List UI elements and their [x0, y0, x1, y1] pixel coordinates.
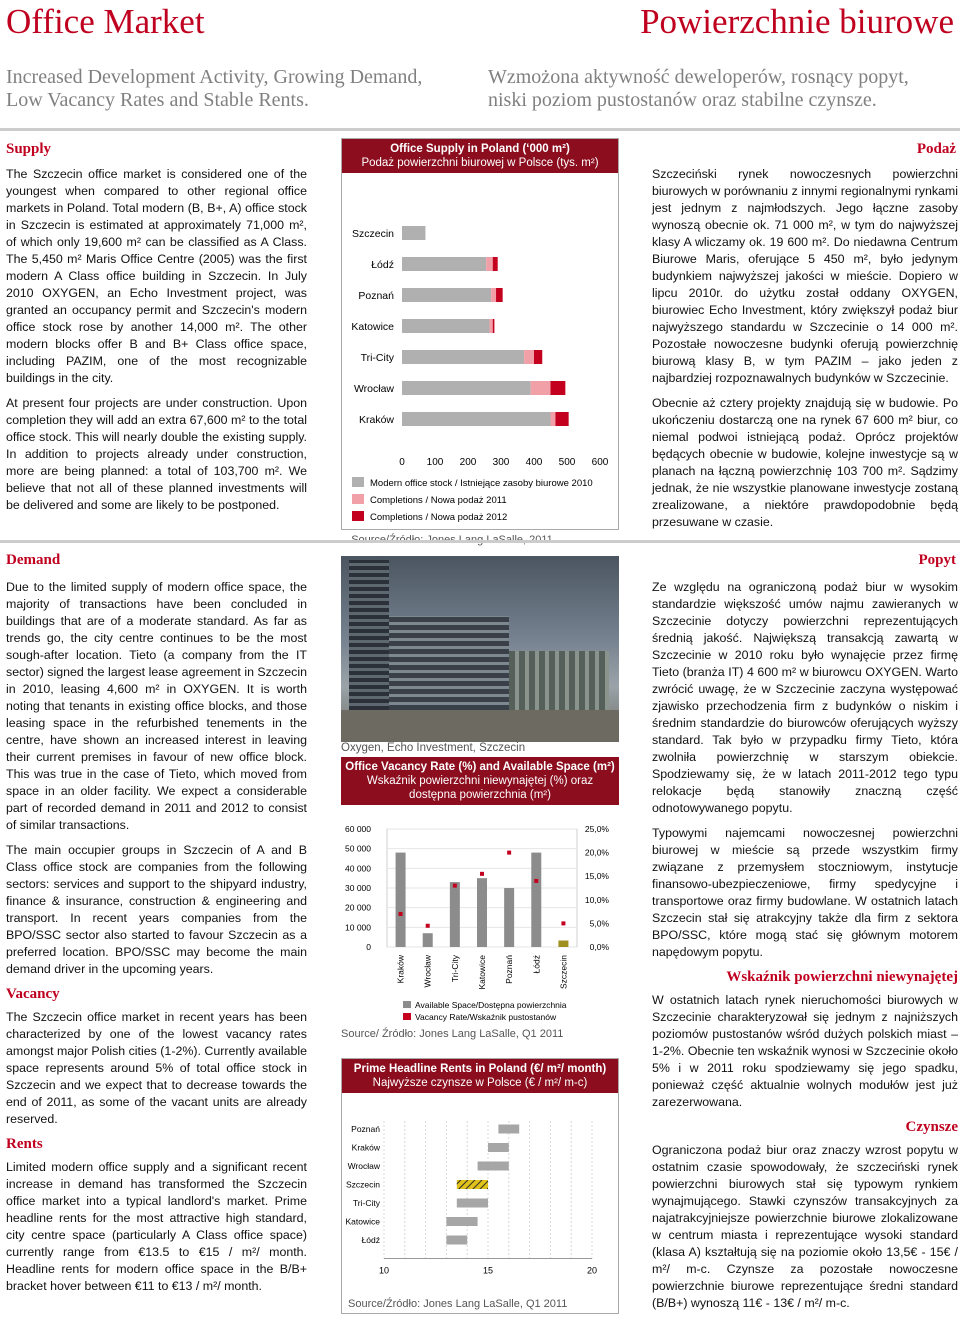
rents-range-bar — [446, 1236, 467, 1245]
page-title-pl: Powierzchnie biurowe — [640, 2, 954, 41]
supply-chart-box — [341, 138, 619, 530]
vacancy-space-bar — [450, 882, 460, 947]
supply-x-tick: 300 — [492, 457, 510, 468]
vacancy-category-label: Poznań — [504, 955, 515, 984]
supply-bar-segment — [491, 288, 496, 302]
vacancy-chart-box — [341, 757, 619, 1045]
vacancy-chart-title: Office Vacancy Rate (%) and Available Space (m²) — [345, 761, 615, 773]
supply-category-label: Tri-City — [360, 352, 394, 364]
rents-category-label: Poznań — [351, 1124, 380, 1134]
demand-heading-pl: Popyt — [918, 552, 956, 568]
vacancy-y-tick-left: 20 000 — [345, 902, 371, 913]
supply-chart-header — [342, 139, 618, 173]
rents-category-label: Szczecin — [345, 1179, 380, 1190]
vacancy-rate-point — [507, 851, 511, 855]
subtitle-en — [6, 66, 422, 112]
vacancy-y-tick-right: 5,0% — [589, 918, 609, 929]
vacancy-y-tick-left: 40 000 — [345, 863, 371, 874]
vacancy-legend-label: Vacancy Rate/Wskaźnik pustostanów — [415, 1012, 557, 1022]
rents-x-tick: 15 — [482, 1265, 494, 1276]
supply-bar-segment — [551, 381, 566, 395]
supply-bar-segment — [524, 350, 534, 364]
supply-en-p1: The Szczecin office market is considered one of the youngest when compared to other regional office markets in Poland. Total modern (B, B+, A) office stock in Szczecin is estimated at approximately 71,000 m², of which only 19,600 m² can be classified as A Class. The 5,450 m² Maris Office Centre (2005) was the first modern A Class office building in Szczecin. In July 2010 OXYGEN, an Echo Investment project, was granted an occupancy permit and Szczecin's modern office stock rose by another 14,000 m². The other modern blocks offer B and B+ Class office space, including PAZIM, one of the most recognizable buildings in the city. — [6, 167, 307, 385]
vacancy-y-tick-right: 0,0% — [589, 942, 609, 952]
rents-range-bar — [488, 1143, 509, 1152]
vacancy-category-label: Łódź — [531, 955, 542, 974]
subtitle-en-line2: Low Vacancy Rates and Stable Rents. — [6, 89, 309, 111]
vacancy-y-tick-right: 20,0% — [584, 847, 609, 858]
rents-category-label: Wrocław — [347, 1161, 380, 1171]
supply-category-label: Szczecin — [351, 228, 394, 240]
rents-category-label: Łódź — [361, 1235, 380, 1245]
vacancy-space-bar — [423, 933, 433, 947]
vacancy-legend-label: Available Space/Dostępna powierzchnia — [415, 1000, 567, 1010]
vacancy-chart-header — [341, 757, 619, 805]
vacancy-y-tick-right: 10,0% — [584, 894, 609, 905]
supply-bar-segment — [402, 381, 531, 395]
supply-bar-segment — [551, 412, 556, 426]
supply-bar-segment — [493, 319, 495, 333]
rents-range-bar — [457, 1199, 488, 1208]
supply-category-label: Wrocław — [353, 383, 394, 395]
vacancy-y-tick-left: 10 000 — [345, 922, 371, 933]
supply-heading-pl: Podaż — [916, 141, 956, 157]
photo-building-main — [389, 616, 509, 710]
supply-category-label: Kraków — [358, 414, 394, 426]
vacancy-legend-swatch — [403, 1013, 411, 1020]
vacancy-rate-point — [480, 872, 484, 876]
vacancy-source: Source/ Źródło: Jones Lang LaSalle, Q1 2011 — [341, 1028, 564, 1040]
demand-pl-p2: Typowymi najemcami nowoczesnej powierzchni biurowej w mieście są przede wszystkim firmy związane z przemysłem stoczniowym, instytucje finansowo-ubezpieczeniowe, firmy spedycyjne i transportowe oraz firmy budowlane. W ostatnich latach Szczecin stał się atrakcyjny także dla firm z sektora BPO/SSC, które mogą stać się głównym motorem napędowym popytu. — [652, 826, 958, 959]
vacancy-category-label: Kraków — [395, 955, 406, 984]
vacancy-space-bar — [558, 941, 568, 947]
vacancy-category-label: Tri-City — [449, 955, 460, 983]
vacancy-heading-pl: Wskaźnik powierzchni niewynajętej — [726, 969, 958, 985]
supply-x-tick: 0 — [399, 457, 405, 468]
supply-bar-segment — [402, 288, 491, 302]
supply-x-tick: 400 — [525, 457, 543, 468]
supply-bar-segment — [402, 319, 489, 333]
rents-range-bar — [457, 1180, 488, 1189]
demand-text-en — [6, 579, 307, 1303]
photo-ground — [341, 710, 619, 742]
subtitle-pl-line1: Wzmożona aktywność deweloperów, rosnący popyt, — [488, 66, 909, 88]
rents-en-p1: Limited modern office supply and a significant recent increase in demand has transformed the Szczecin office market into a typical landlord's market. Prime headline rents for the most attractive high standard, city centre space (particularly A Class office space) currently range from €13.5 to €15 / m²/ month. Headline rents for modern office space in the B/B+ bracket hover between €11 to €13 / m²/ month. — [6, 1160, 307, 1293]
vacancy-en-p1: The Szczecin office market in recent years has been characterized by one of the lowest vacancy rates amongst major Polish cities (1-2%). Currently available space represents around 5% of total office stock in Szczecin and we expect that to decrease towards the end of 2011, as some of the vacant units are already reserved. — [6, 1010, 307, 1126]
rents-chart-box — [341, 1058, 619, 1314]
section-separator — [0, 540, 960, 543]
supply-bar-segment — [486, 257, 493, 271]
rents-category-label: Katowice — [345, 1216, 380, 1227]
supply-bar-segment — [493, 257, 498, 271]
supply-bar-segment — [496, 288, 503, 302]
vacancy-rate-point — [561, 921, 565, 925]
supply-legend-swatch — [352, 477, 364, 487]
photo-building-tower — [349, 560, 389, 710]
vacancy-y-tick-right: 15,0% — [584, 871, 609, 882]
supply-en-p2: At present four projects are under construction. Upon completion they will add an extra 67,600 m² to the total office stock. This will nearly double the existing supply. In addition to projects already under construction, more are being planned: a total of 103,700 m². We believe that not all of these planned investments will be delivered and some are likely to be postponed. — [6, 396, 307, 512]
supply-x-tick: 600 — [591, 457, 609, 468]
supply-bar-segment — [402, 226, 425, 240]
supply-chart-title: Office Supply in Poland (‘000 m²) — [390, 143, 570, 155]
header-separator — [0, 128, 960, 131]
vacancy-y-tick-left: 60 000 — [345, 824, 371, 834]
supply-pl-p2: Obecnie aż cztery projekty znajdują się w budowie. Po ukończeniu dostarczą one na rynek 67 600 m² biur, co niemal podwoi istniejącą podaż. Oprócz projektów będących obecnie w budowie, kolejne inwestycje są w planach na łączną powierzchnię 103 700 m². Sądzimy jednak, że nie wszystkie planowane inwestycje zostaną zrealizowane, a niektóre prawdopodobnie będą przesuwane w czasie. — [652, 396, 958, 529]
demand-en-p1: Due to the limited supply of modern office space, the majority of transactions have been concluded in buildings that are of a moderate standard. As far as trends go, the city centre continues to be the most sough-after location. Tieto (a company from the IT sector) signed the largest lease agreement in Szczecin in 2010, leasing 4,600 m² in OXYGEN. It is worth noting that tenants in existing office blocks, and those leasing space in the refurbished tenements in the centre, have shown an increased interest in leaving their current premises in favour of new office block. This was true in the case of Tieto, which moved from space in an older facility. We expect a considerable part of recorded demand in 2011 and 2012 to consist of similar transactions. — [6, 580, 307, 832]
supply-bar-segment — [489, 319, 492, 333]
vacancy-pl-p1: W ostatnich latach rynek nieruchomości biurowych w Szczecinie charakteryzował się jednym z najniższych poziomów pustostanów wśród dużych polskich miast – 1-2%. Obecnie ten wskaźnik wynosi w Szczecinie około 5% i w 2011 roku spodziewamy się jego spadku, ponieważ część aktualnie wolnych modułów jest już zarezerwowana. — [652, 993, 958, 1109]
supply-legend-label: Completions / Nowa podaż 2012 — [370, 512, 508, 523]
subtitle-en-line1: Increased Development Activity, Growing Demand, — [6, 66, 423, 88]
subtitle-pl — [488, 66, 909, 112]
rents-chart-title: Prime Headline Rents in Poland (€/ m²/ month) — [353, 1063, 607, 1075]
supply-chart — [342, 173, 618, 527]
vacancy-category-label: Szczecin — [558, 955, 569, 990]
subtitle-pl-line2: niski poziom pustostanów oraz stabilne czynsze. — [488, 89, 877, 111]
vacancy-space-bar — [504, 888, 514, 947]
supply-text-en — [6, 166, 307, 522]
supply-category-label: Katowice — [351, 321, 394, 333]
vacancy-space-bar — [477, 878, 487, 947]
rents-pl-p1: Ograniczona podaż biur oraz znaczy wzrost popytu w ostatnim czasie spowodowały, że szczeciński rynek powierzchni biurowych stał się typowym rynkiem wynajmującego. Stawki czynszów transakcyjnych za najatrakcyjniejsze powierzchnie biurowe zlokalizowane w centrum miasta i reprezentujące wysoki standard (klasa A) kształtują się na poziomie około 13,5€ - 15€ / m²/ m-c. Czynsze za pozostałe nowoczesne powierzchnie biurowe reprezentujące średni standard (B/B+) wynoszą 11€ - 13€ / m²/ m-c. — [652, 1143, 958, 1310]
vacancy-y-tick-left: 50 000 — [345, 843, 371, 854]
demand-en-p2: The main occupier groups in Szczecin of A and B Class office stock are companies from the following sectors: services and support to the shipyard industry, finance & insurance, construction & engineering and transport. In recent years companies from the BPO/SSC sector also started to favour Szczecin as a preferred location. BPO/SSC may become the main demand driver in the upcoming years. — [6, 843, 307, 976]
supply-bar-segment — [402, 350, 524, 364]
supply-legend-label: Completions / Nowa podaż 2011 — [370, 495, 507, 506]
vacancy-chart — [341, 805, 619, 1041]
vacancy-y-tick-right: 25,0% — [584, 824, 609, 834]
demand-heading-en: Demand — [6, 552, 61, 568]
vacancy-y-tick-left: 30 000 — [345, 883, 371, 893]
vacancy-legend-swatch — [403, 1001, 411, 1008]
demand-pl-p1: Ze względu na ograniczoną podaż biur w wysokim standardzie większość umów najmu zawieranych w Szczecinie dotyczy powierzchni reprezentujących średnią jakość. Największą transakcją zawartą w Szczecinie w 2010 roku było wynajęcie przez firmę Tieto (branża IT) 4 600 m² w biurowcu OXYGEN. Warto zwrócić uwagę, że w Szczecinie zaczyna występować zjawisko przechodzenia firm z budynków o niskim i średnim standardzie do biurowców oferujących wyższy standard. Tak było w przypadku firmy Tieto, która zwolniła powierzchnię w starszym obiekcie. Spodziewamy się, że w latach 2011-2012 tego typu relokacje będą stanowiły znaczną część odnotowywanego popytu. — [652, 580, 958, 815]
supply-x-tick: 200 — [459, 457, 477, 468]
rents-chart-header — [342, 1059, 618, 1093]
vacancy-rate-point — [399, 912, 403, 916]
supply-text-pl — [652, 166, 958, 539]
supply-category-label: Łódź — [371, 259, 394, 271]
vacancy-y-tick-left: 0 — [366, 942, 371, 952]
supply-bar-segment — [531, 381, 551, 395]
rents-category-label: Kraków — [351, 1142, 380, 1153]
supply-bar-segment — [402, 412, 551, 426]
rents-source: Source/Źródło: Jones Lang LaSalle, Q1 2011 — [348, 1298, 568, 1310]
vacancy-space-bar — [396, 853, 406, 947]
building-photo — [341, 556, 619, 742]
photo-caption: Oxygen, Echo Investment, Szczecin — [341, 742, 526, 754]
rents-x-tick: 20 — [586, 1265, 598, 1276]
supply-legend-label: Modern office stock / Istniejące zasoby biurowe 2010 — [370, 478, 593, 489]
supply-bar-segment — [402, 257, 486, 271]
supply-bar-segment — [534, 350, 542, 364]
supply-x-tick: 100 — [426, 457, 444, 468]
supply-legend-swatch — [352, 511, 364, 521]
supply-x-tick: 500 — [558, 457, 576, 468]
rents-heading-pl: Czynsze — [905, 1119, 958, 1135]
vacancy-category-label: Wrocław — [422, 955, 433, 988]
rents-heading-en: Rents — [6, 1136, 43, 1152]
rents-range-bar — [478, 1162, 509, 1171]
rents-range-bar — [446, 1217, 477, 1226]
vacancy-chart-subtitle: Wskaźnik powierzchni niewynajętej (%) oraz dostępna powierzchnia (m²) — [366, 775, 594, 801]
vacancy-rate-point — [453, 884, 457, 888]
supply-pl-p1: Szczeciński rynek nowoczesnych powierzchni biurowych w porównaniu z innymi regionalnymi rynkami jest jednym z najmłodszych. Jego łączne zasoby wynoszą obecnie ok. 71 000 m², w tym do najwyższej klasy A wliczamy ok. 19 600 m². Do niedawna Centrum Biurowe Maris, oferujące 5 450 m², było jedynym budynkiem najwyższej jakości w mieście. Dopiero w lipcu 2010r. do użytku został oddany OXYGEN, biurowiec Echo Investment, który zwiększył podaż biur najwyższego standardu w Szczecinie o 14 000 m². Pozostałe nowoczesne budynki oferują powierzchnię biurową klasy B, w tym PAZIM – jako jeden z najbardziej rozpoznawalnych budynków w Szczecinie. — [652, 167, 958, 385]
rents-chart — [342, 1093, 618, 1313]
rents-chart-subtitle: Najwyższe czynsze w Polsce (€ / m²/ m-c) — [372, 1077, 588, 1089]
supply-bar-segment — [555, 412, 568, 426]
supply-chart-subtitle: Podaż powierzchni biurowej w Polsce (tys. m²) — [361, 157, 599, 169]
rents-x-tick: 10 — [378, 1265, 390, 1276]
vacancy-rate-point — [426, 924, 430, 928]
supply-heading-en: Supply — [6, 141, 52, 157]
rents-range-bar — [498, 1125, 519, 1134]
vacancy-heading-en: Vacancy — [6, 986, 60, 1002]
demand-text-pl — [652, 579, 958, 1320]
rents-category-label: Tri-City — [352, 1198, 380, 1208]
vacancy-rate-point — [534, 879, 538, 883]
page-title-en: Office Market — [6, 2, 205, 41]
photo-building-side — [509, 651, 609, 710]
supply-category-label: Poznań — [358, 290, 394, 302]
vacancy-category-label: Katowice — [477, 955, 487, 990]
vacancy-space-bar — [531, 853, 541, 947]
supply-legend-swatch — [352, 494, 364, 504]
